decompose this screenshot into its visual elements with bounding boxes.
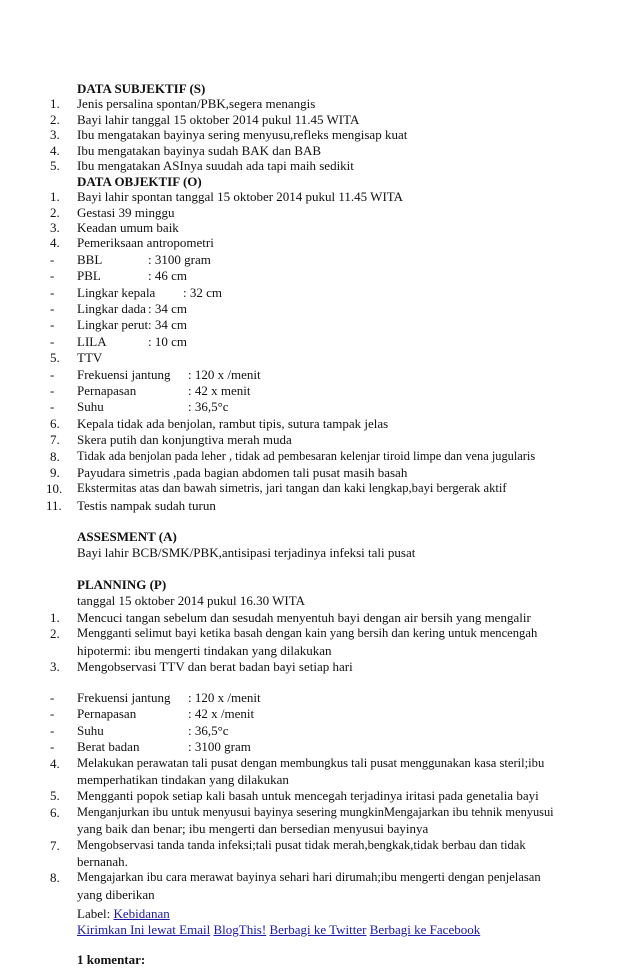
share-twitter-link[interactable]: Berbagi ke Twitter bbox=[269, 922, 367, 937]
label-link-kebidanan[interactable]: Kebidanan bbox=[113, 906, 170, 921]
share-facebook-link[interactable]: Berbagi ke Facebook bbox=[369, 922, 481, 937]
label-line bbox=[77, 905, 170, 922]
assesment-heading: ASSESMENT (A) bbox=[77, 529, 177, 544]
share-email-link[interactable]: Kirimkan Ini lewat Email bbox=[77, 922, 211, 937]
subjektif-heading: DATA SUBJEKTIF (S) bbox=[77, 81, 206, 96]
planning-date: tanggal 15 oktober 2014 pukul 16.30 WITA bbox=[77, 593, 305, 608]
assesment-text: Bayi lahir BCB/SMK/PBK,antisipasi terjadinya infeksi tali pusat bbox=[77, 545, 416, 560]
share-links bbox=[77, 921, 480, 938]
objektif-heading: DATA OBJEKTIF (O) bbox=[77, 174, 202, 189]
comments-heading: 1 komentar: bbox=[77, 952, 146, 967]
document-page: DATA SUBJEKTIF (S) 1. Jenis persalina spontan/PBK,segera menangis 2. Bayi lahir tanggal 15 oktober 2014 pukul 11.45 WITA 3. Ibu mengatakan bayinya sering menyusu,refleks mengisap kuat 4. Ibu mengatakan bayinya sudah BAK dan BAB 5. Ibu mengatakan ASInya suudah ada tapi maih sedikit DATA OBJEKTIF (O) 1. Bayi lahir spontan tanggal 15 oktober 2014 pukul 11.45 WITA 2. Gestasi 39 minggu 3. Keadan umum baik 4. Pemeriksaan antropometri - BBL : 3100 gram - PBL : 46 cm - Lingkar kepala : 32 cm - Lingkar dada : 34 cm - Lingkar perut : 34 cm - LILA : 10 cm 5. TTV - Frekuensi jantung : 120 x /menit - Pernapasan : 42 x menit - Suhu : 36,5°c 6. Kepala tidak ada benjolan, rambut tipis, sutura tampak jelas 7. Skera putih dan konjungtiva merah muda 8. Tidak ada benjolan pada leher , tidak ad pembesaran kelenjar tiroid limpe dan vena jugularis 9. Payudara simetris ,pada bagian abdomen tali pusat masih basah 10. Ekstermitas atas dan bawah simetris, jari tangan dan kaki lengkap,bayi bergerak aktif 11. Testis nampak sudah turun ASSESMENT (A) Bayi lahir BCB/SMK/PBK,antisipasi terjadinya infeksi tali pusat PLANNING (P) tanggal 15 oktober 2014 pukul 16.30 WITA 1. Mencuci tangan sebelum dan sesudah menyentuh bayi dengan air bersih yang mengalir 2. Mengganti selimut bayi ketika basah dengan kain yang bersih dan kering untuk mencengah hipotermi: ibu mengerti tindakan yang dilakukan 3. Mengobservasi TTV dan berat badan bayi setiap hari - Frekuensi jantung : 120 x /menit - Pernapasan : 42 x /menit - Suhu : 36,5°c - Berat badan : 3100 gram 4. Melakukan perawatan tali pusat dengan membungkus tali pusat menggunakan kasa steril;ibu memperhatikan tindakan yang dilakukan 5. Mengganti popok setiap kali basah untuk mencegah terjadinya iritasi pada genetalia bayi 6. Menganjurkan ibu untuk menyusui bayinya sesering mungkinMengajarkan ibu tehnik menyusui yang baik dan benar; ibu mengerti dan bersedian menyusui bayinya 7. Mengobservasi tanda tanda infeksi;tali pusat tidak merah,bengkak,tidak berbau dan tidak bernanah. 8. Mengajarkan ibu cara merawat bayinya sehari hari dirumah;ibu mengerti dengan penjelasan yang diberikan Label: Kebidanan Kirimkan Ini lewat Email BlogThis! Berbagi ke Twitter Berbagi ke Facebook 1 komentar: bbox=[46, 81, 554, 967]
blogthis-link[interactable]: BlogThis! bbox=[213, 922, 267, 937]
planning-heading: PLANNING (P) bbox=[77, 577, 167, 592]
label-prefix: Label: bbox=[77, 906, 111, 921]
